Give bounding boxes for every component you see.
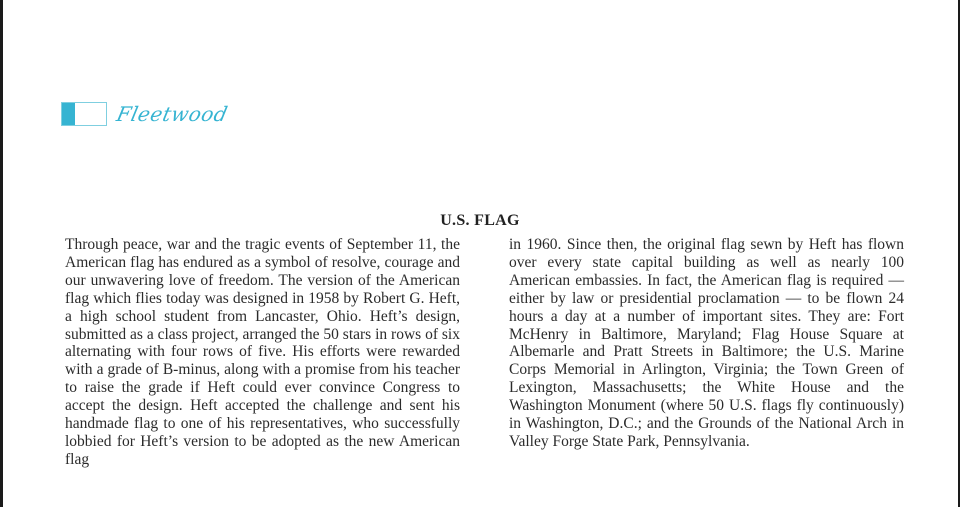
body-column-left [65, 236, 460, 469]
body-paragraph-right: in 1960. Since then, the original flag sewn by Heft has flown over every state capital building as well as nearly 100 American embassies. In fact, the American flag is required — either by law or presidential proclamation — to be flown 24 hours a day at a number of important sites. They are: Fort McHenry in Baltimore, Maryland; Flag House Square at Albemarle and Pratt Streets in Baltimore; the U.S. Marine Corps Memorial in Arlington, Virginia; the Town Green of Lexington, Massachusetts; the White House and the Washington Monument (where 50 U.S. flags fly continuously) in Washington, D.C.; and the Grounds of the National Arch in Valley Forge State Park, Pennsylvania. [509, 236, 904, 450]
body-column-right [509, 236, 904, 451]
logo-box-icon [61, 102, 107, 126]
logo-wordmark: Fleetwood [114, 102, 231, 126]
body-paragraph-left: Through peace, war and the tragic events of September 11, the American flag has endured as a symbol of resolve, courage and our unwavering love of freedom. The version of the American flag which flies today was designed in 1958 by Robert G. Heft, a high school student from Lancaster, Ohio. Heft’s design, submitted as a class project, arranged the 50 stars in rows of six alternating with four rows of five. His efforts were rewarded with a grade of B-minus, along with a promise from his teacher to raise the grade if Heft could ever convince Congress to accept the design. Heft accepted the challenge and sent his handmade flag to one of his representatives, who successfully lobbied for Heft’s version to be adopted as the new American flag [65, 236, 460, 468]
logo-box-fill [62, 103, 75, 125]
fleetwood-logo [61, 101, 231, 127]
page-title: U.S. FLAG [440, 212, 520, 229]
left-border [0, 0, 3, 507]
